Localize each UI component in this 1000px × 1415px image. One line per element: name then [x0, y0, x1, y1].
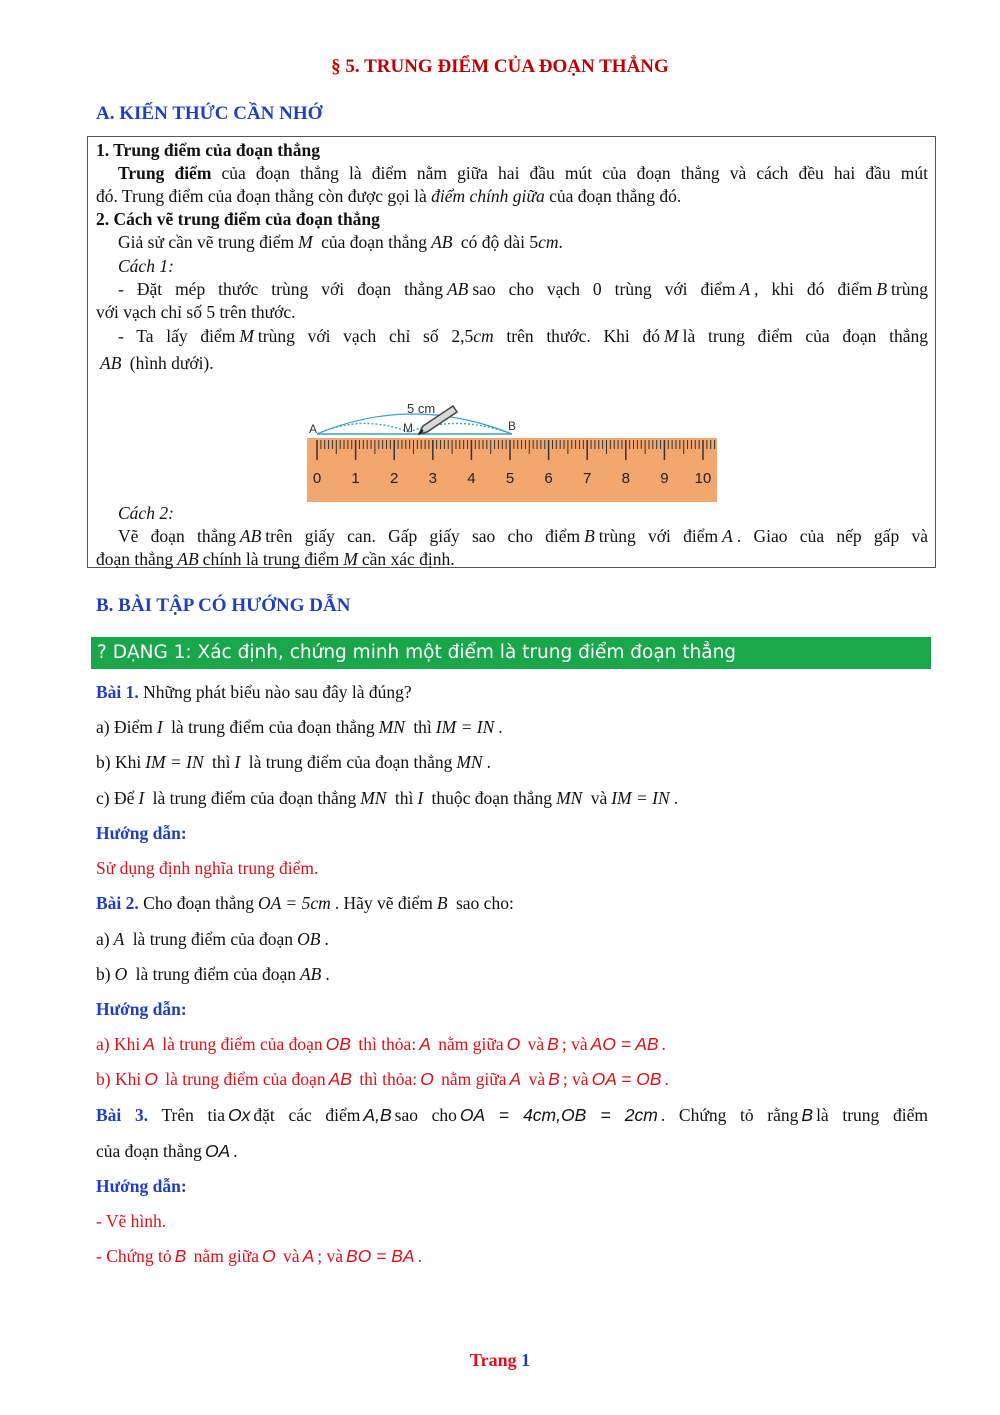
ruler-number: 9 — [660, 470, 669, 487]
page-number: 1 — [521, 1350, 531, 1370]
math: A — [739, 279, 751, 299]
text: . — [233, 1141, 238, 1161]
box-heading-2: 2. Cách vẽ trung điểm của đoạn thẳng — [96, 209, 380, 229]
text: và — [283, 1246, 300, 1266]
math: I — [156, 717, 163, 737]
math: I — [234, 752, 241, 772]
math: AB — [446, 279, 469, 299]
point-a-label: A — [309, 422, 318, 436]
type-banner: ? DẠNG 1: Xác định, chứng minh một điểm là trung điểm đoạn thẳng — [91, 637, 931, 669]
text: Những phát biểu nào sau đây là đúng? — [138, 682, 412, 702]
math: B — [436, 893, 448, 913]
text: - Ta lấy điểm — [118, 326, 236, 346]
math: B — [174, 1246, 187, 1266]
math: MN — [378, 717, 405, 737]
text: Giả sử cần vẽ trung điểm — [118, 232, 295, 252]
math: OB — [325, 1034, 351, 1054]
text: là trung điểm của đoạn thẳng — [682, 326, 929, 346]
math: M — [239, 326, 254, 346]
math: AB — [100, 353, 122, 373]
text: của đoạn thẳng — [321, 232, 428, 252]
math: BO = BA — [346, 1246, 415, 1266]
text: trên thước. Khi đó — [506, 326, 661, 346]
ruler-number: 10 — [694, 470, 712, 487]
text: b) Khi — [96, 752, 142, 772]
exercise-label: Bài 1. — [96, 682, 139, 702]
exercise-1-question — [96, 681, 928, 704]
text: và — [528, 1069, 546, 1089]
text: đặt các điểm — [253, 1105, 361, 1125]
text: nằm giữa — [193, 1246, 260, 1266]
text: thuộc đoạn thẳng — [431, 788, 553, 808]
text: Cho đoạn thẳng — [138, 893, 254, 913]
math: O — [114, 964, 128, 984]
math: A,B — [363, 1105, 392, 1125]
text: sao cho: — [455, 893, 514, 913]
exercise-3-question-cont — [96, 1140, 928, 1163]
text: và — [590, 788, 608, 808]
text: Trên tia — [148, 1105, 226, 1125]
math: Ox — [228, 1105, 251, 1125]
text: của đoạn thẳng — [96, 1141, 202, 1161]
text: ; và — [317, 1246, 344, 1266]
math: A — [302, 1246, 315, 1266]
text: của đoạn thẳng là điểm nằm giữa hai đầu mút của đoạn thẳng và cách đều hai đầu mút — [211, 163, 928, 183]
exercise-3-question — [96, 1104, 928, 1127]
box-paragraph-1 — [96, 162, 928, 185]
math: M — [298, 232, 313, 252]
text: nằm giữa — [441, 1069, 507, 1089]
exercise-2-answer-a — [96, 1033, 928, 1056]
exercise-1-answer: Sử dụng định nghĩa trung điểm. — [96, 858, 319, 878]
text: thì — [212, 752, 231, 772]
text: là trung điểm của đoạn thẳng — [171, 717, 375, 737]
math: MN — [360, 788, 387, 808]
text: là trung điểm của đoạn — [162, 1034, 323, 1054]
exercise-2-question — [96, 892, 928, 915]
math: I — [138, 788, 145, 808]
footer-word: Trang — [469, 1350, 517, 1370]
box-paragraph-1b — [96, 185, 928, 208]
text: của đoạn thẳng đó. — [544, 186, 682, 206]
section-a-heading: A. KIẾN THỨC CẦN NHỚ — [96, 103, 323, 124]
exercise-3-answer-2 — [96, 1245, 928, 1268]
text: a) Khi — [96, 1034, 141, 1054]
method-1-label: Cách 1: — [118, 256, 174, 276]
text: đó. Trung điểm của đoạn thẳng còn được gọi là — [96, 186, 432, 206]
ruler-number: 0 — [312, 470, 322, 487]
exercise-1-guide-label: Hướng dẫn: — [96, 823, 187, 843]
text: . — [664, 1069, 669, 1089]
text: - Chứng tỏ — [96, 1246, 172, 1266]
math: AB — [299, 964, 322, 984]
math: cm — [538, 232, 559, 252]
exercise-2-answer-b — [96, 1068, 928, 1091]
text: . — [486, 752, 491, 772]
text: (hình dưới). — [129, 353, 214, 373]
exercise-label: Bài 2. — [96, 893, 139, 913]
math: O — [506, 1034, 521, 1054]
text: thì — [394, 788, 414, 808]
text: là trung điểm — [816, 1105, 928, 1125]
box-paragraph-2 — [96, 231, 928, 254]
ruler-number: 1 — [351, 470, 360, 487]
method-2-label: Cách 2: — [118, 503, 174, 523]
text: ; và — [562, 1069, 589, 1089]
math: A — [722, 526, 733, 546]
text: . Hãy vẽ điểm — [334, 893, 433, 913]
text: . — [324, 929, 329, 949]
page-title: § 5. TRUNG ĐIỂM CỦA ĐOẠN THẲNG — [331, 56, 669, 77]
math: M — [664, 326, 679, 346]
text: trên giấy can. Gấp giấy sao cho điểm — [265, 526, 581, 546]
math: OB — [297, 929, 321, 949]
text: trùng — [891, 279, 928, 299]
math: A — [113, 929, 125, 949]
text: chính là trung điểm — [202, 549, 340, 569]
math: MN — [456, 752, 483, 772]
math: OA — [204, 1141, 231, 1161]
text: . Giao của nếp gấp và — [736, 526, 928, 546]
text: . — [673, 788, 679, 808]
ruler-number: 2 — [390, 470, 399, 487]
text: là trung điểm của đoạn — [135, 964, 296, 984]
exercise-2-option-b — [96, 963, 928, 986]
math: AB — [431, 232, 453, 252]
method-2-line-2 — [96, 548, 928, 571]
point-b-label: B — [508, 419, 517, 433]
text: thì thỏa: — [358, 1034, 417, 1054]
math: OA = OB — [591, 1069, 662, 1089]
text: a) Điểm — [96, 717, 153, 737]
text: cần xác định. — [361, 549, 455, 569]
text: b) — [96, 964, 111, 984]
math: B — [876, 279, 888, 299]
text: có độ dài 5 — [460, 232, 539, 252]
arc-a-b — [317, 414, 512, 434]
text: sao cho — [394, 1105, 457, 1125]
text: - Đặt mép thước trùng với đoạn thẳng — [118, 279, 443, 299]
math: O — [262, 1246, 276, 1266]
text: , khi đó điểm — [754, 279, 873, 299]
text: . — [558, 232, 563, 252]
math: B — [547, 1034, 559, 1054]
math: IM = IN — [435, 717, 495, 737]
math: B — [584, 526, 595, 546]
ruler-number: 6 — [544, 470, 553, 487]
math: AO = AB — [590, 1034, 659, 1054]
text: . — [498, 717, 503, 737]
exercise-label: Bài 3. — [96, 1105, 149, 1125]
text: là trung điểm của đoạn thẳng — [248, 752, 453, 772]
math: cm — [473, 326, 494, 346]
text: . — [417, 1246, 422, 1266]
exercise-2-guide-label: Hướng dẫn: — [96, 999, 187, 1019]
text: sao cho vạch 0 trùng với điểm — [472, 279, 736, 299]
method-1-line-2: với vạch chỉ số 5 trên thước. — [96, 302, 296, 322]
math: O — [420, 1069, 434, 1089]
exercise-1-option-a — [96, 716, 928, 739]
math: O — [144, 1069, 158, 1089]
ruler-number: 4 — [467, 470, 476, 487]
term-bold: Trung điểm — [118, 163, 212, 183]
math: AB — [177, 549, 199, 569]
text: . — [661, 1034, 666, 1054]
exercise-2-option-a — [96, 928, 928, 951]
exercise-1-option-b — [96, 751, 928, 774]
length-label: 5 cm — [407, 401, 436, 416]
text: là trung điểm của đoạn — [165, 1069, 326, 1089]
math: A — [509, 1069, 522, 1089]
math: AB — [239, 526, 262, 546]
text: a) — [96, 929, 110, 949]
exercise-1-option-c — [96, 787, 928, 810]
ruler-figure — [307, 396, 717, 502]
text: c) Để — [96, 788, 135, 808]
text: là trung điểm của đoạn thẳng — [152, 788, 357, 808]
math: B — [801, 1105, 814, 1125]
text: . — [325, 964, 330, 984]
math: I — [417, 788, 424, 808]
math: A — [419, 1034, 431, 1054]
section-b-heading: B. BÀI TẬP CÓ HƯỚNG DẪN — [96, 595, 351, 616]
page-footer — [0, 1350, 1000, 1371]
text: trùng với vạch chỉ số 2,5 — [257, 326, 474, 346]
ruler-number: 3 — [428, 470, 437, 487]
text: thì — [413, 717, 432, 737]
math: A — [143, 1034, 155, 1054]
text: là trung điểm của đoạn — [132, 929, 294, 949]
text: và — [527, 1034, 545, 1054]
text: b) Khi — [96, 1069, 142, 1089]
point-m-label: M — [403, 421, 413, 435]
method-1-line-3 — [96, 325, 928, 348]
exercise-3-answer-1: - Vẽ hình. — [96, 1211, 167, 1231]
text: đoạn thẳng — [96, 549, 174, 569]
text: nằm giữa — [438, 1034, 504, 1054]
text: trùng với điểm — [598, 526, 719, 546]
box-heading-1: 1. Trung điểm của đoạn thẳng — [96, 140, 320, 160]
exercise-3-guide-label: Hướng dẫn: — [96, 1176, 187, 1196]
ruler-number: 8 — [621, 470, 630, 487]
ruler-number: 7 — [583, 470, 592, 487]
math: MN — [556, 788, 583, 808]
text-italic: điểm chính giữa — [431, 186, 545, 206]
method-1-line-1 — [96, 278, 928, 301]
math: IM = IN — [145, 752, 204, 772]
math: OA = 5cm — [258, 893, 331, 913]
math: OA = 4cm,OB = 2cm — [459, 1105, 658, 1125]
ruler-number: 5 — [505, 470, 515, 487]
method-2-line-1 — [96, 525, 928, 548]
method-1-line-4 — [96, 352, 928, 375]
math: IM = IN — [611, 788, 670, 808]
text: . Chứng tỏ rằng — [660, 1105, 799, 1125]
text: ; và — [561, 1034, 588, 1054]
math: M — [343, 549, 358, 569]
math: B — [548, 1069, 560, 1089]
text: thì thỏa: — [359, 1069, 418, 1089]
math: AB — [328, 1069, 352, 1089]
text: Vẽ đoạn thẳng — [118, 526, 236, 546]
